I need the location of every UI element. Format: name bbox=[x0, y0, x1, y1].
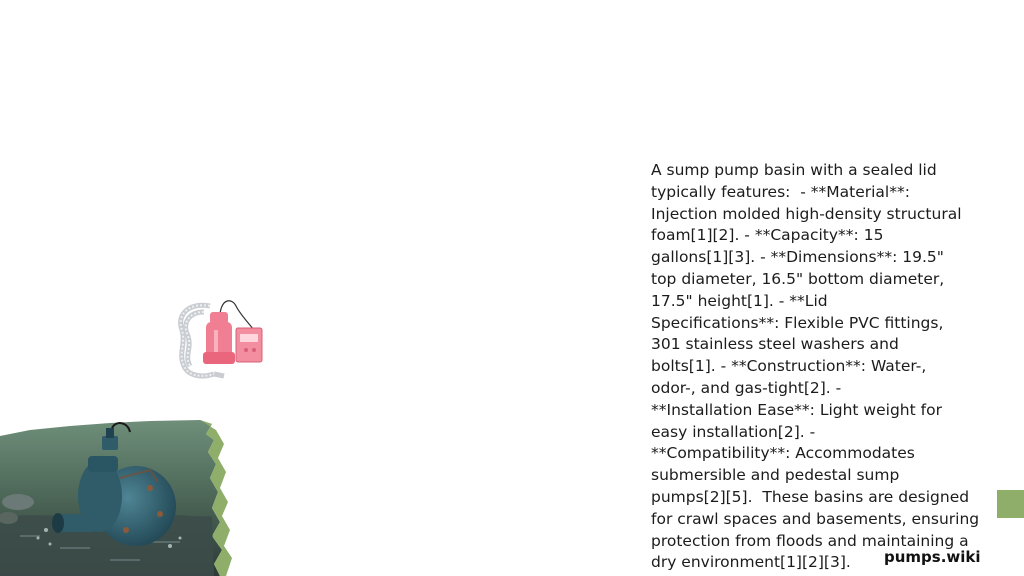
control-box bbox=[236, 328, 262, 362]
article-body: A sump pump basin with a sealed lid typically features: - **Material**: Injection molded high-density structural foam[1][2]. - **Capacity**: 15 gallons[1][3]. - **Dimensions**: 19.5" top diameter, 16.5" bottom diameter, 17.5" height[1]. - **Lid Specifications**: Flexible PVC fittings, 301 stainless steel washers and bolts[1]. - **Construction**: Water-, odor-, and gas-tight[2]. - **Installation Ease**: Light weight for easy installation[2]. - **Compatibility**: Accommodates submersible and pedestal sump pumps[2][5]. These basins are designed for crawl spaces and basements, ensuring protection from floods and maintaining a dry environment[1][2][3]. bbox=[651, 161, 980, 572]
accent-bar bbox=[997, 490, 1024, 518]
pump-base bbox=[203, 352, 235, 364]
brand-label: pumps.wiki bbox=[884, 548, 981, 566]
pump-photo bbox=[0, 418, 232, 576]
pump-illustration bbox=[170, 292, 266, 384]
